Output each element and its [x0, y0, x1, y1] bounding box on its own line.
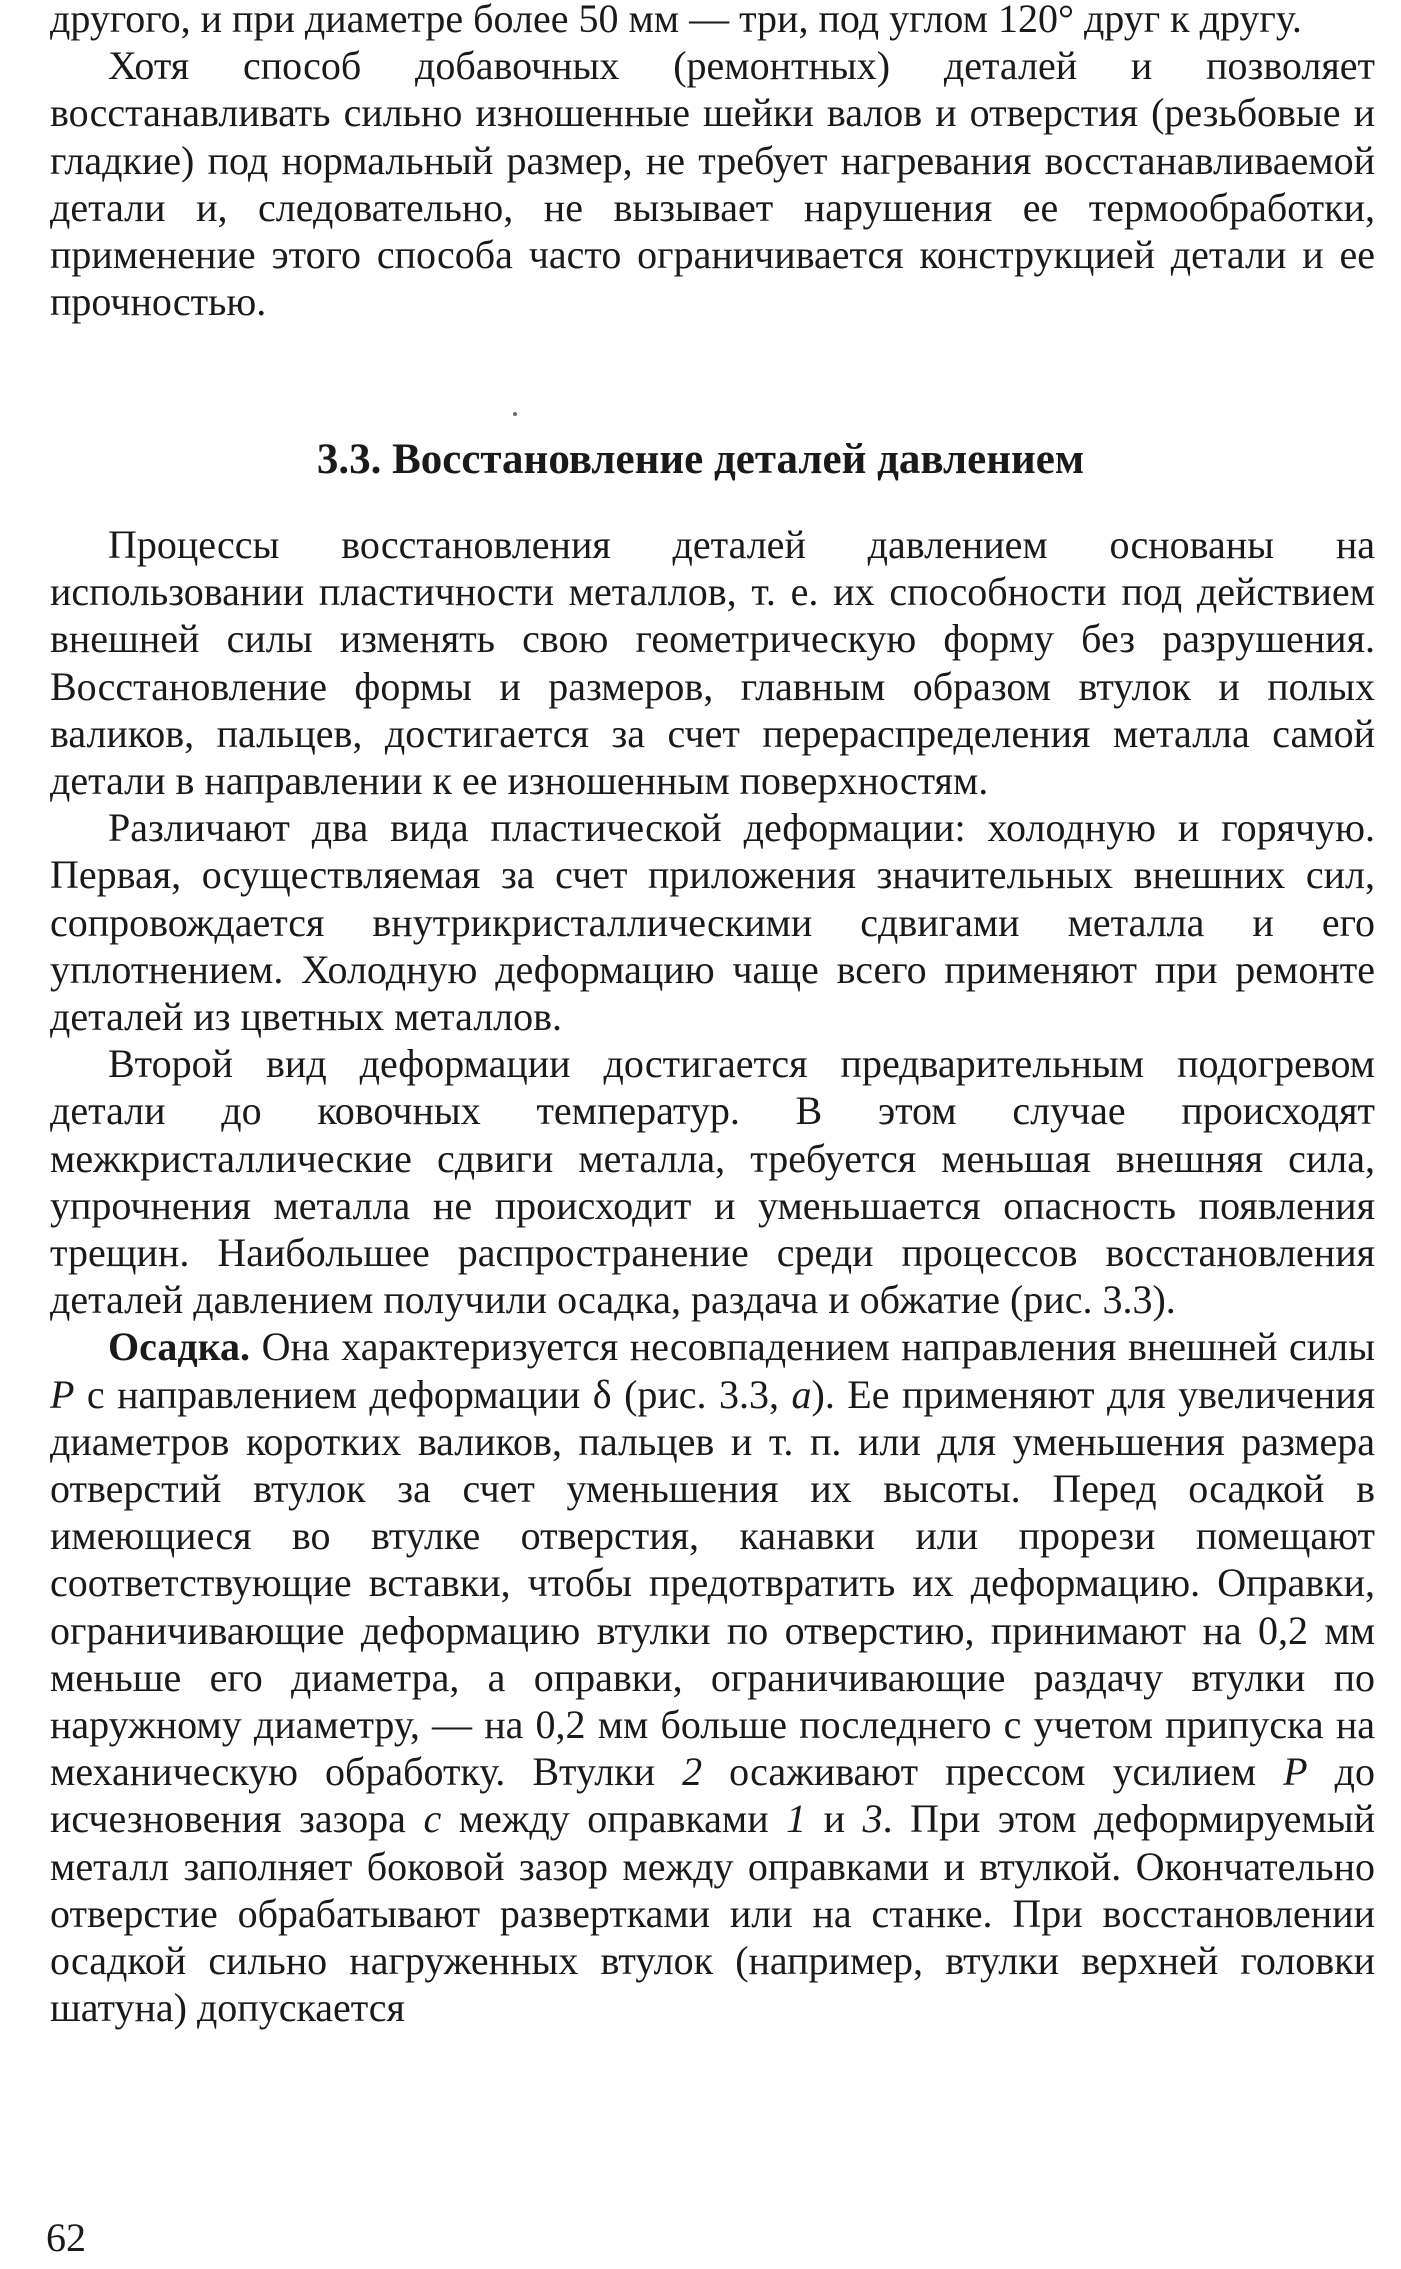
part-number-1: 1 — [786, 1796, 807, 1842]
part-number-3: 3 — [862, 1796, 883, 1842]
text-span: . При этом деформируемый металл заполняет боковой зазор между оправками и втулкой. Окончательно отверстие обрабатывают развертками или на станке. При восстановлении осадкой сильно нагруженных втулок (например, втулки верхней головки шатуна) допускается — [50, 1796, 1376, 2031]
paragraph-additional-parts: Хотя способ добавочных (ремонтных) деталей и позволяет восстанавливать сильно изношенные шейки валов и отверстия (резьбовые и гладкие) под нормальный размер, не требует нагревания восстанавливаемой детали и, следовательно, не вызывает нарушения ее термообработки, применение этого способа часто ограничивается конструкцией детали и ее прочностью. — [50, 43, 1375, 325]
symbol-force-p: P — [1283, 1749, 1308, 1795]
paragraph-hot-deformation: Второй вид деформации достигается предварительным подогревом детали до ковочных температур. В этом случае происходят межкристаллические сдвиги металла, требуется меньшая внешняя сила, упрочнения металла не происходит и уменьшается опасность появления трещин. Наибольшее распространение среди процессов восстановления деталей давлением получили осадка, раздача и обжатие (рис. 3.3). — [50, 1041, 1375, 1323]
term-upsetting: Осадка. — [108, 1324, 251, 1370]
part-number-2: 2 — [682, 1749, 703, 1795]
text-span: осаживают прессом усилием — [702, 1749, 1284, 1795]
body-text-block — [50, 521, 1375, 2032]
symbol-force-p: P — [50, 1371, 75, 1417]
text-span: до исчезновения зазора — [50, 1749, 1375, 1842]
section-heading: 3.3. Восстановление деталей давлением — [316, 436, 1085, 483]
text-span: между оправками — [441, 1796, 787, 1842]
text-span: Она характеризуется несовпадением направления внешней силы — [250, 1324, 1375, 1370]
text-span: с направлением деформации δ (рис. 3.3, — [74, 1371, 792, 1417]
print-speck — [513, 412, 517, 416]
top-text-block — [50, 0, 1375, 325]
text-span: и — [806, 1796, 863, 1842]
paragraph-continuation: другого, и при диаметре более 50 мм — три, под углом 120° друг к другу. — [50, 0, 1302, 41]
page-number: 62 — [46, 2215, 86, 2260]
symbol-gap-c: c — [423, 1796, 442, 1842]
paragraph-pressure-processes: Процессы восстановления деталей давлением основаны на использовании пластичности металлов, т. е. их способности под действием внешней силы изменять свою геометрическую форму без разрушения. Восстановление формы и размеров, главным образом втулок и полых валиков, пальцев, достигается за счет перераспределения металла самой детали в направлении к ее изношенным поверхностям. — [50, 522, 1375, 804]
text-span: ). Ее применяют для увеличения диаметров коротких валиков, пальцев и т. п. или для уменьшения размера отверстий втулок за счет уменьшения их высоты. Перед осадкой в имеющиеся во втулке отверстия, канавки или прорези помещают соответствующие вставки, чтобы предотвратить их деформацию. Оправки, ограничивающие деформацию втулки по отверстию, принимают на 0,2 мм меньше его диаметра, а оправки, ограничивающие раздачу втулки по наружному диаметру, — на 0,2 мм больше последнего с учетом припуска на механическую обработку. Втулки — [50, 1371, 1376, 1795]
paragraph-deformation-types: Различают два вида пластической деформации: холодную и горячую. Первая, осуществляемая за счет приложения значительных внешних сил, сопровождается внутрикристаллическими сдвигами металла и его уплотнением. Холодную деформацию чаще всего применяют при ремонте деталей из цветных металлов. — [50, 805, 1375, 1040]
paragraph-upsetting — [50, 1323, 1375, 2031]
figure-letter-a: а — [791, 1371, 812, 1417]
